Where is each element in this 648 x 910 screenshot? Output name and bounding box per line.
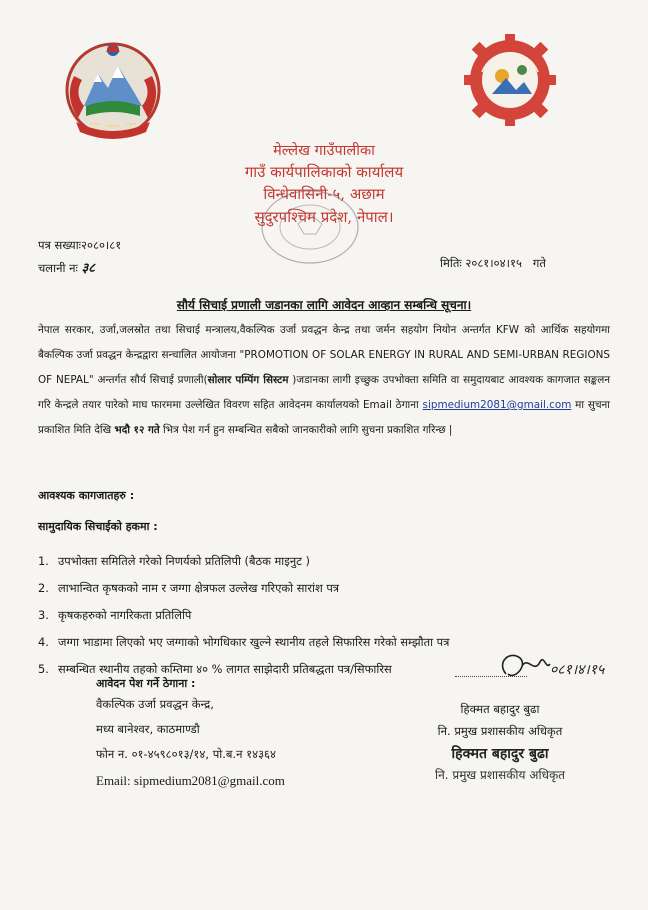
list-item: 1. उपभोक्ता समितिले गरेको निणर्यको प्रतिलिपी (बैठक माइनुट ) [38,554,310,568]
signatory-name: हिक्मत बहादुर बुढा [460,702,540,716]
dispatch-number: ३८ [81,261,95,276]
body-text-3: मा सुचना प्रकाशित मिति देखि [38,399,611,436]
office-name: गाउँ कार्यपालिकाको कार्यालय [244,163,404,181]
list-item: 5. सम्बन्धित स्थानीय तहको कम्तिमा ४० % लागत साझेदारी प्रतिबद्धता पत्र/सिफारिस [38,662,392,676]
reference-number: पत्र सख्याः२०८०।८१ [38,238,122,252]
required-docs-heading: आवश्यक कागजातहरु : [38,489,135,502]
address-location: मध्य बानेश्वर, काठमाण्डौ [96,722,200,736]
handwritten-signature [488,644,628,692]
name-stamp: हिक्मत बहादुर बुढा [451,746,549,762]
list-item: 3. कृषकहरुको नागरिकता प्रतिलिपि [38,608,192,622]
address-email: Email: sipmedium2081@gmail.com [96,773,285,788]
date-suffix: गते [532,256,546,270]
dispatch-line [38,258,95,276]
date-value: मितिः २०८१।०४।१५ [440,256,522,270]
svg-text:०८१।४।१५: ०८१।४।१५ [550,662,605,678]
notice-body [38,318,610,443]
dispatch-label: चलानी नः [38,261,78,275]
signature-dotted-line [455,676,527,677]
email-link[interactable]: sipmedium2081@gmail.com [422,399,572,411]
address-heading: आवेदन पेश गर्ने ठेगाना : [96,677,196,690]
signatory-title: नि. प्रमुख प्रशासकीय अधिकृत [437,724,563,738]
aepc-logo [462,32,558,128]
deadline-bold: भदौ १२ गते [114,424,160,436]
requirements-list [38,548,449,683]
list-item: 2. लाभान्वित कृषकको नाम र जग्गा क्षेत्रफल उल्लेख गरिएको सारांश पत्र [38,581,340,595]
body-text-4: भित्र पेश गर्न हुन सम्बन्धित सबैको जानकारीको लागि सुचना प्रकाशित गरिन्छ | [159,424,453,436]
body-bold-1: सोलार पम्पिंग सिस्टम [207,374,289,386]
address-phone: फोन न. ०१-४५९८०१३/१४, पो.ब.न १४३६४ [96,747,277,761]
body-text-1: नेपाल सरकार, उर्जा,जलस्रोत तथा सिचाई मन्त्रालय,वैकल्पिक उर्जा प्रवद्धन केन्द्र तथा जर्मन सहयोग नियोन अन्तर्गत KFW को आर्थिक सहयोगमा बैकल्पिक उर्जा प्रवद्धन केन्द्रद्वारा सन्चालित आयोजना "PROMOTION OF SOLAR ENERGY IN RURAL AND SEMI-URBAN REGIONS OF NEPAL" अन्तर्गत सौर्य सिचाई प्रणाली( [38,324,610,386]
list-item: 4. जग्गा भाडामा लिएको भए जग्गाको भोगधिकार खुल्ने स्थानीय तहले सिफारिस गरेको सम्झौता पत्र [38,635,450,649]
municipality-name: मेल्लेख गाउँपालीका [273,143,375,159]
nepal-emblem-logo [54,36,172,144]
date-line [440,256,546,271]
community-irrigation-heading: सामुदायिक सिचाईको हकमा : [38,520,158,533]
office-address: विन्धेवासिनी-५, अछाम [263,185,385,203]
body-text-2: )जडानका लागी इच्छुक उपभोक्ता समिति वा समुदायबाट आवश्यक कागजात सङ्कलन गरि केन्द्रले तयार पारेको माघ फारममा उल्लेखित विवरण सहित आवेदनम कार्यालयको Email ठेगाना [38,374,611,411]
province-line: सुदुरपश्चिम प्रदेश, नेपाल। [254,208,394,226]
office-seal-stamp [258,188,362,266]
title-stamp: नि. प्रमुख प्रशासकीय अधिकृत [434,768,566,782]
notice-subject: सौर्य सिचाई प्रणाली जडानका लागि आवेदन आव्हान सम्बन्धि सूचना। [176,298,472,312]
address-org: वैकल्पिक उर्जा प्रवद्धन केन्द्र, [96,697,214,711]
